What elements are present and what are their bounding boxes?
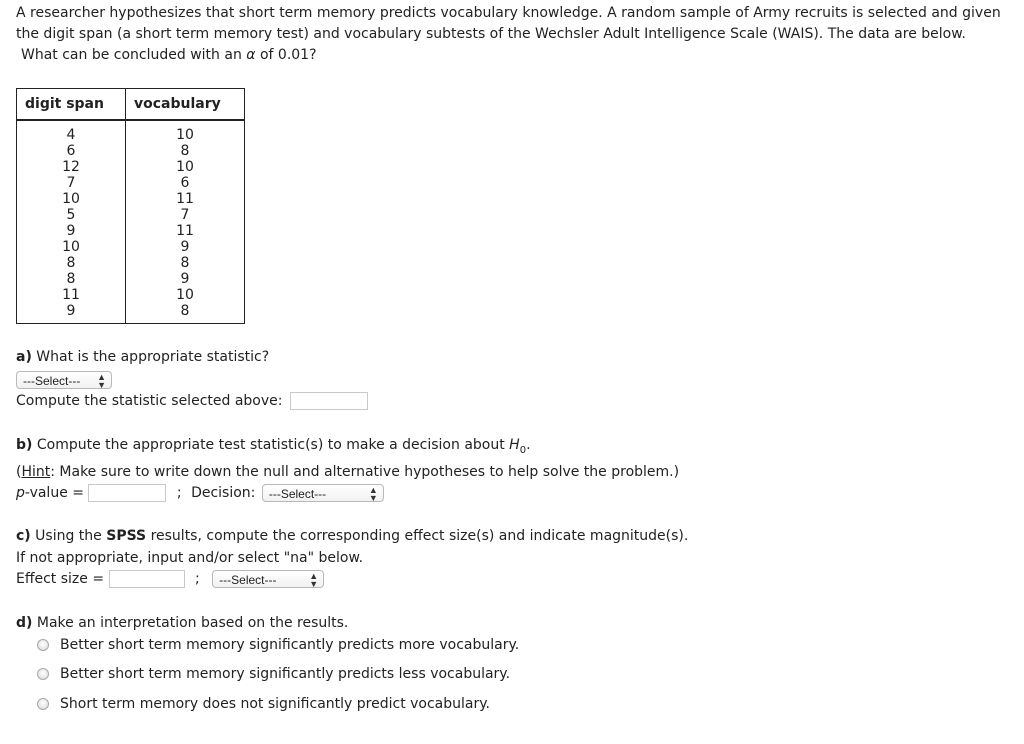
table-cell: 8	[180, 303, 190, 319]
table-cell: 9	[66, 303, 76, 319]
table-cell: 9	[180, 239, 190, 255]
hint-text: : Make sure to write down the null and alternative hypotheses to help solve the problem.)	[50, 464, 680, 480]
table-cell: 4	[66, 127, 76, 143]
pvalue-label: -value =	[24, 485, 89, 501]
h0-suffix: .	[526, 437, 531, 453]
hint-open-paren: (	[16, 464, 22, 480]
decision-select[interactable]	[262, 484, 384, 502]
part-a-text: What is the appropriate statistic?	[31, 349, 270, 365]
pvalue-input[interactable]	[88, 484, 166, 502]
table-cell: 7	[66, 175, 76, 191]
part-b-text: Compute the appropriate test statistic(s) to make a decision about	[32, 437, 510, 453]
table-cell: 10	[176, 127, 194, 143]
problem-intro	[16, 3, 1011, 66]
pvalue-separator: ;	[176, 485, 182, 501]
table-cell: 11	[176, 191, 194, 207]
header-digit-span: digit span	[17, 89, 126, 121]
h0-subscript: 0	[519, 444, 527, 456]
header-vocabulary: vocabulary	[126, 89, 245, 121]
table-cell: 11	[62, 287, 80, 303]
table-cell: 8	[180, 255, 190, 271]
table-cell: 9	[180, 271, 190, 287]
table-cell: 6	[66, 143, 76, 159]
table-cell: 10	[62, 191, 80, 207]
interpretation-option-1[interactable]	[37, 635, 519, 655]
intro-line-3-suffix: of 0.01?	[255, 47, 317, 63]
table-cell: 10	[176, 159, 194, 175]
part-b-answer-row	[16, 483, 384, 504]
statistic-input[interactable]	[290, 392, 368, 410]
select-updown-icon: ▲ ▼	[368, 485, 378, 503]
intro-line-3-prefix: What can be concluded with an	[21, 47, 247, 63]
table-cell: 12	[62, 159, 80, 175]
effect-size-input[interactable]	[109, 570, 185, 588]
option-label: Better short term memory significantly predicts less vocabulary.	[60, 666, 511, 682]
part-b-label: b)	[16, 437, 33, 453]
part-a-question	[16, 347, 269, 368]
part-a-compute-row	[16, 391, 368, 412]
radio-button[interactable]	[37, 668, 49, 680]
magnitude-select[interactable]	[212, 570, 324, 588]
select-updown-icon: ▲ ▼	[97, 372, 106, 390]
part-a-select-row	[16, 370, 112, 391]
intro-line-3	[16, 45, 1011, 66]
vocabulary-column	[126, 120, 245, 324]
option-label: Better short term memory significantly predicts more vocabulary.	[60, 637, 520, 653]
part-c-text-pre: Using the	[30, 528, 107, 544]
table-cell: 8	[66, 271, 76, 287]
radio-button[interactable]	[37, 639, 49, 651]
part-c-text-post: results, compute the corresponding effect size(s) and indicate magnitude(s).	[146, 528, 689, 544]
part-d-label: d)	[16, 615, 33, 631]
part-c-note-text: If not appropriate, input and/or select "na" below.	[16, 550, 364, 566]
hint-link[interactable]: Hint	[21, 464, 51, 480]
spss-text: SPSS	[106, 528, 147, 544]
h0-symbol: H	[509, 437, 520, 453]
table-cell: 8	[180, 143, 190, 159]
pvalue-p: p	[16, 485, 25, 501]
alpha-symbol: α	[246, 47, 256, 63]
select-updown-icon: ▲ ▼	[309, 571, 319, 589]
radio-button[interactable]	[37, 698, 49, 710]
part-c-note	[16, 548, 363, 569]
data-table	[16, 88, 245, 324]
part-d-text: Make an interpretation based on the results.	[32, 615, 349, 631]
interpretation-option-3[interactable]	[37, 694, 490, 714]
table-cell: 8	[66, 255, 76, 271]
decision-select-value: ---Select---	[268, 487, 327, 501]
interpretation-option-2[interactable]	[37, 664, 510, 684]
part-a-label: a)	[16, 349, 32, 365]
table-cell: 7	[180, 207, 190, 223]
table-cell: 10	[176, 287, 194, 303]
table-cell: 6	[180, 175, 190, 191]
part-c-label: c)	[16, 528, 31, 544]
effect-size-separator: ;	[194, 571, 200, 587]
digit-span-column	[17, 120, 126, 324]
part-b-question	[16, 435, 531, 461]
part-c-answer-row	[16, 569, 324, 590]
intro-line-1: A researcher hypothesizes that short term memory predicts vocabulary knowledge. A random sample of Army recruits is selected and given	[16, 5, 1001, 21]
table-cell: 5	[66, 207, 76, 223]
magnitude-select-value: ---Select---	[219, 573, 277, 587]
part-b-hint	[16, 462, 679, 483]
compute-statistic-label: Compute the statistic selected above:	[16, 393, 283, 409]
intro-line-2: the digit span (a short term memory test) and vocabulary subtests of the Wechsler Adult Intelligence Scale (WAIS). The data are below.	[16, 26, 966, 42]
table-cell: 10	[62, 239, 80, 255]
effect-size-label: Effect size =	[16, 571, 109, 587]
statistic-select-value: ---Select---	[23, 374, 81, 388]
table-cell: 9	[66, 223, 76, 239]
option-label: Short term memory does not significantly predict vocabulary.	[60, 696, 490, 712]
part-d-question	[16, 613, 348, 634]
statistic-select[interactable]	[16, 371, 112, 389]
decision-label: Decision:	[191, 485, 256, 501]
table-cell: 11	[176, 223, 194, 239]
part-c-question	[16, 526, 688, 547]
